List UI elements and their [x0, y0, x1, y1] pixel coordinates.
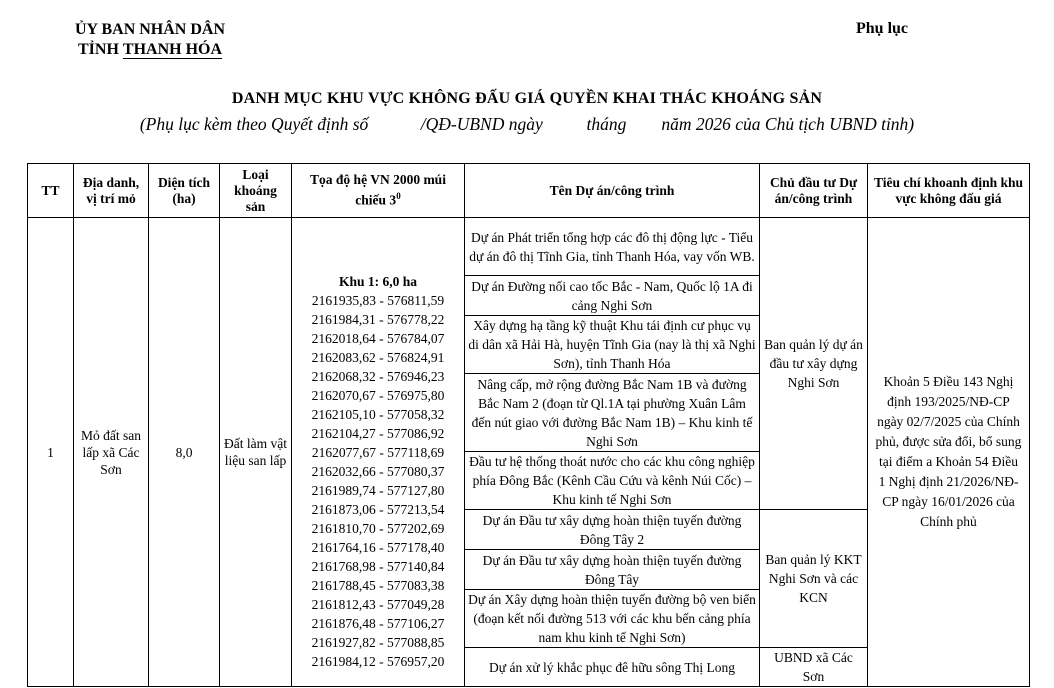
issuing-agency: [40, 20, 260, 60]
coordinate-point: 2161812,43 - 577049,28: [311, 596, 445, 612]
owner-cell: Ban quản lý dự án đầu tư xây dựng Nghi Sơn: [760, 218, 868, 510]
header-coordinates: [292, 164, 465, 218]
appendix-label: Phụ lục: [856, 20, 909, 37]
coordinate-point: 2161935,83 - 576811,59: [311, 292, 445, 308]
coordinate-point: 2161788,45 - 577083,38: [311, 577, 445, 593]
document-subtitle: (Phụ lục kèm theo Quyết định số /QĐ-UBND ngày tháng năm 2026 của Chủ tịch UBND tỉnh): [139, 114, 915, 134]
coordinate-point: 2161810,70 - 577202,69: [311, 520, 445, 536]
project-cell: Xây dựng hạ tầng kỹ thuật Khu tái định cư phục vụ di dân xã Hải Hà, huyện Tĩnh Gia (nay là thị xã Nghi Sơn), tỉnh Thanh Hóa: [465, 316, 760, 374]
cell-criteria: Khoản 5 Điều 143 Nghị định 193/2025/NĐ-CP ngày 02/7/2025 của Chính phủ, được sửa đổi, bổ sung tại điểm a Khoản 54 Điều 1 Nghị định 21/2026/NĐ-CP ngày 16/01/2026 của Chính phủ: [868, 218, 1030, 687]
coordinate-point: 2161764,16 - 577178,40: [311, 539, 445, 555]
project-cell: Dự án Đầu tư xây dựng hoàn thiện tuyến đường Đông Tây 2: [465, 510, 760, 550]
cell-tt: 1: [28, 218, 74, 687]
area-list-table: [27, 163, 1030, 687]
coordinate-point: 2162018,64 - 576784,07: [311, 330, 445, 346]
document-title: DANH MỤC KHU VỰC KHÔNG ĐẤU GIÁ QUYỀN KHAI THÁC KHOÁNG SẢN: [231, 90, 823, 107]
project-cell: Dự án Phát triển tổng hợp các đô thị động lực - Tiểu dự án đô thị Tĩnh Gia, tỉnh Thanh Hóa, vay vốn WB.: [465, 218, 760, 276]
coordinate-point: 2162104,27 - 577086,92: [311, 425, 445, 441]
coordinate-point: 2161873,06 - 577213,54: [311, 501, 445, 517]
agency-line-2-pre: TỈNH: [77, 41, 123, 58]
cell-coordinates: [292, 218, 465, 687]
project-cell: Dự án Đầu tư xây dựng hoàn thiện tuyến đường Đông Tây: [465, 550, 760, 590]
coordinate-point: 2162105,10 - 577058,32: [311, 406, 445, 422]
agency-line-2-underlined: THANH HÓA: [122, 41, 223, 58]
coordinate-point: 2162083,62 - 576824,91: [311, 349, 445, 365]
header-location: Địa danh, vị trí mỏ: [74, 164, 149, 218]
coordinate-point: 2161989,74 - 577127,80: [311, 482, 445, 498]
project-cell: Dự án Xây dựng hoàn thiện tuyến đường bộ ven biển (đoạn kết nối đường 513 với các khu bến cảng phía nam khu kinh tế Nghi Sơn): [465, 590, 760, 648]
header-area: Diện tích (ha): [149, 164, 220, 218]
cell-location: Mỏ đất san lấp xã Các Sơn: [74, 218, 149, 687]
coordinate-point: 2162068,32 - 576946,23: [311, 368, 445, 384]
coordinate-point: 2161927,82 - 577088,85: [311, 634, 445, 650]
project-cell: Đầu tư hệ thống thoát nước cho các khu công nghiệp phía Đông Bắc (Kênh Cầu Cứu và kênh Núi Cốc) – Khu kinh tế Nghi Sơn: [465, 452, 760, 510]
cell-mineral: Đất làm vật liệu san lấp: [220, 218, 292, 687]
header-tt: TT: [28, 164, 74, 218]
project-cell: Dự án xử lý khắc phục đê hữu sông Thị Long: [465, 648, 760, 687]
owner-cell: Ban quản lý KKT Nghi Sơn và các KCN: [760, 510, 868, 648]
coordinate-point: 2161984,12 - 576957,20: [311, 653, 445, 669]
table-header-row: [28, 164, 1030, 218]
header-coordinates-sup: 0: [396, 191, 401, 202]
project-cell: Dự án Đường nối cao tốc Bắc - Nam, Quốc lộ 1A đi cảng Nghi Sơn: [465, 276, 760, 316]
coordinate-point: 2161984,31 - 576778,22: [311, 311, 445, 327]
zone-label: Khu 1: 6,0 ha: [338, 273, 418, 289]
owner-cell: UBND xã Các Sơn: [760, 648, 868, 687]
coordinate-point: 2161768,98 - 577140,84: [311, 558, 445, 574]
cell-area: 8,0: [149, 218, 220, 687]
header-mineral: Loại khoáng sản: [220, 164, 292, 218]
coordinate-point: 2162070,67 - 576975,80: [311, 387, 445, 403]
agency-line-2: [40, 40, 260, 60]
project-cell: Nâng cấp, mở rộng đường Bắc Nam 1B và đường Bắc Nam 2 (đoạn từ Ql.1A tại phường Xuân Lâm đến nút giao với đường Bắc Nam 1B) – Khu kinh tế Nghi Sơn: [465, 374, 760, 452]
coordinate-point: 2161876,48 - 577106,27: [311, 615, 445, 631]
table-row: [28, 218, 1030, 276]
header-criteria: Tiêu chí khoanh định khu vực không đấu giá: [868, 164, 1030, 218]
header-coordinates-text: Tọa độ hệ VN 2000 múi chiếu 3: [310, 172, 446, 208]
agency-line-1: ỦY BAN NHÂN DÂN: [74, 21, 226, 38]
header-owner: Chủ đầu tư Dự án/công trình: [760, 164, 868, 218]
coordinate-point: 2162077,67 - 577118,69: [311, 444, 445, 460]
coordinate-point: 2162032,66 - 577080,37: [311, 463, 445, 479]
header-project: Tên Dự án/công trình: [465, 164, 760, 218]
